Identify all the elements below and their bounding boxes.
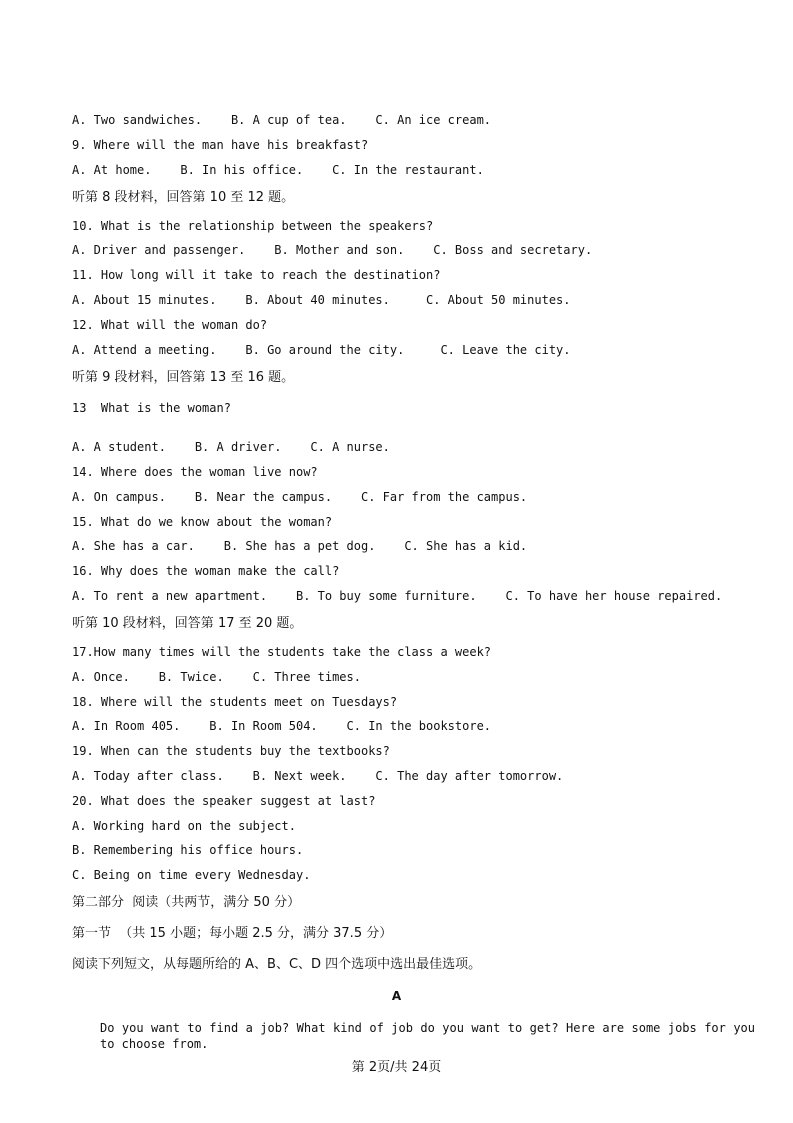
- text-line: 11. How long will it take to reach the destination?: [72, 268, 441, 282]
- text-line: 14. Where does the woman live now?: [72, 465, 318, 479]
- text-line: 17.How many times will the students take the class a week?: [72, 645, 492, 659]
- text-line: A. Driver and passenger. B. Mother and son. C. Boss and secretary.: [72, 243, 593, 257]
- reading-instruction: 阅读下列短文，从每题所给的 A、B、C、D 四个选项中选出最佳选项。: [72, 957, 482, 972]
- text-line: A. Working hard on the subject.: [72, 819, 296, 833]
- text-line: A. At home. B. In his office. C. In the restaurant.: [72, 163, 484, 177]
- text-line: 10. What is the relationship between the speakers?: [72, 219, 434, 233]
- text-line: A. In Room 405. B. In Room 504. C. In the bookstore.: [72, 719, 492, 733]
- text-line: 19. When can the students buy the textbooks?: [72, 744, 390, 758]
- section-heading: 第一节 （共 15 小题；每小题 2.5 分，满分 37.5 分）: [72, 926, 393, 941]
- text-line: A. To rent a new apartment. B. To buy some furniture. C. To have her house repaired.: [72, 589, 723, 603]
- section-instruction: 听第 10 段材料，回答第 17 至 20 题。: [72, 616, 303, 631]
- text-line: 9. Where will the man have his breakfast?: [72, 138, 369, 152]
- page-footer: 第 2页/共 24页: [351, 1060, 442, 1075]
- section-instruction: 听第 8 段材料，回答第 10 至 12 题。: [72, 190, 295, 205]
- passage-text: Do you want to find a job? What kind of job do you want to get? Here are some jobs for you to choose from.: [100, 1021, 755, 1051]
- text-line: 12. What will the woman do?: [72, 318, 268, 332]
- section-instruction: 听第 9 段材料，回答第 13 至 16 题。: [72, 370, 295, 385]
- text-line: 20. What does the speaker suggest at last?: [72, 794, 376, 808]
- text-line: 18. Where will the students meet on Tuesdays?: [72, 695, 398, 709]
- text-line: A. Attend a meeting. B. Go around the city. C. Leave the city.: [72, 343, 571, 357]
- text-line: 16. Why does the woman make the call?: [72, 564, 340, 578]
- text-line: A. A student. B. A driver. C. A nurse.: [72, 440, 390, 454]
- text-line: B. Remembering his office hours.: [72, 843, 304, 857]
- text-line: A. Once. B. Twice. C. Three times.: [72, 670, 361, 684]
- part-heading: 第二部分 阅读（共两节，满分 50 分）: [72, 895, 301, 910]
- passage-letter: A: [391, 989, 402, 1003]
- text-line: 15. What do we know about the woman?: [72, 515, 333, 529]
- text-line: C. Being on time every Wednesday.: [72, 868, 311, 882]
- text-line: A. On campus. B. Near the campus. C. Far from the campus.: [72, 490, 528, 504]
- text-line: A. Today after class. B. Next week. C. The day after tomorrow.: [72, 769, 564, 783]
- text-line: A. About 15 minutes. B. About 40 minutes. C. About 50 minutes.: [72, 293, 571, 307]
- text-line: 13 What is the woman?: [72, 401, 231, 415]
- text-line: A. Two sandwiches. B. A cup of tea. C. An ice cream.: [72, 113, 492, 127]
- text-line: A. She has a car. B. She has a pet dog. C. She has a kid.: [72, 539, 528, 553]
